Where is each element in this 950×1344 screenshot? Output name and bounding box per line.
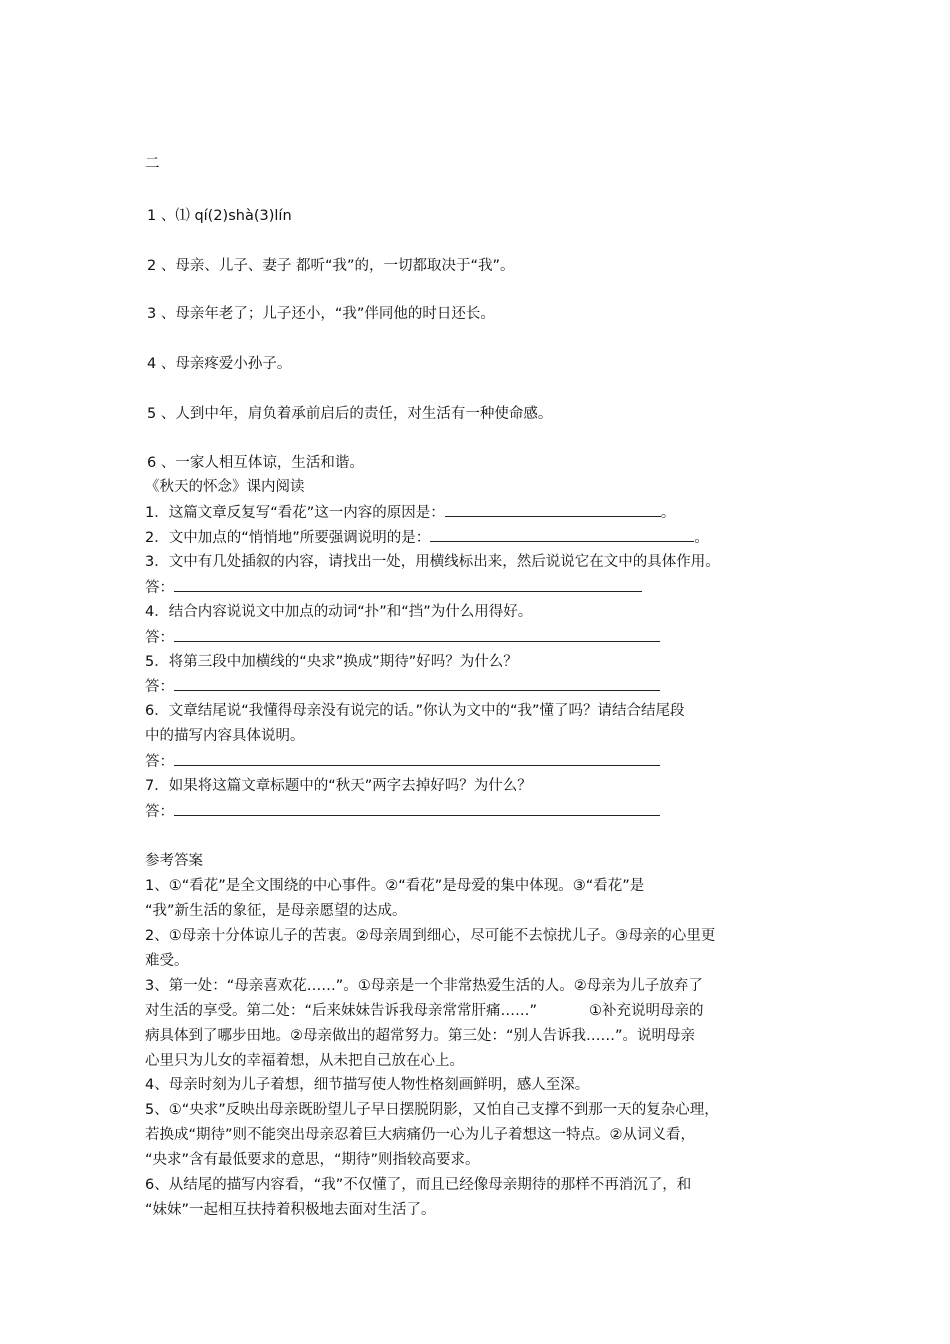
answer-text: 2、①母亲十分体谅儿子的苦衷。②母亲周到细心，尽可能不去惊扰儿子。③母亲的心里更: [145, 928, 716, 944]
answer-text: [145, 1001, 704, 1021]
punctuation: 。: [694, 530, 709, 546]
answer-text: “央求”含有最低要求的意思，“期待”则指较高要求。: [145, 1152, 480, 1168]
list-item: 6 、一家人相互体谅，生活和谐。: [147, 455, 364, 471]
answer-line: [145, 751, 660, 772]
section-heading: 二: [145, 156, 160, 172]
answer-text: 心里只为儿女的幸福着想，从未把自己放在心上。: [145, 1053, 464, 1069]
answer-text: 难受。: [145, 953, 189, 969]
answer-fragment: 对生活的享受。第二处：“后来妹妹告诉我母亲常常肝痛……”: [145, 1003, 538, 1019]
list-item: 3 、母亲年老了；儿子还小，“我”伴同他的时日还长。: [147, 306, 495, 322]
answer-label: 答：: [145, 804, 174, 820]
answer-text: 病具体到了哪步田地。②母亲做出的超常努力。第三处：“别人告诉我……”。说明母亲: [145, 1028, 696, 1044]
answer-blank[interactable]: [445, 502, 661, 517]
question-text: 1．这篇文章反复写“看花”这一内容的原因是：: [145, 505, 445, 521]
answer-line: [145, 801, 660, 822]
answer-fragment: ①补充说明母亲的: [589, 1003, 704, 1019]
answer-text: 3、第一处：“母亲喜欢花……”。①母亲是一个非常热爱生活的人。②母亲为儿子放弃了: [145, 978, 703, 994]
answer-blank[interactable]: [430, 527, 694, 542]
list-item: 1 、⑴ qí(2)shà(3)lín: [147, 208, 292, 224]
answer-label: 答：: [145, 630, 174, 646]
question-3: 3．文中有几处插叙的内容，请找出一处，用横线标出来，然后说说它在文中的具体作用。: [145, 554, 720, 570]
answer-label: 答：: [145, 580, 174, 596]
answer-text: 5、①“央求”反映出母亲既盼望儿子早日摆脱阴影，又怕自己支撑不到那一天的复杂心理，: [145, 1102, 719, 1118]
answer-label: 答：: [145, 679, 174, 695]
question-4: 4．结合内容说说文中加点的动词“扑”和“挡”为什么用得好。: [145, 604, 533, 620]
answer-blank[interactable]: [174, 577, 642, 592]
answer-line: [145, 577, 642, 598]
question-7: 7．如果将这篇文章标题中的“秋天”两字去掉好吗？为什么？: [145, 778, 532, 794]
answer-text: 1、①“看花”是全文围绕的中心事件。②“看花”是母爱的集中体现。③“看花”是: [145, 878, 645, 894]
answer-blank[interactable]: [174, 627, 660, 642]
answer-text: 4、母亲时刻为儿子着想，细节描写使人物性格刻画鲜明，感人至深。: [145, 1077, 590, 1093]
answer-text: 若换成“期待”则不能突出母亲忍着巨大病痛仍一心为儿子着想这一特点。②从词义看，: [145, 1127, 696, 1143]
question-6: 6．文章结尾说“我懂得母亲没有说完的话。”你认为文中的“我”懂了吗？请结合结尾段: [145, 703, 685, 719]
answers-title: 参考答案: [145, 853, 203, 869]
answer-blank[interactable]: [174, 751, 660, 766]
answer-text: 6、从结尾的描写内容看，“我”不仅懂了，而且已经像母亲期待的那样不再消沉了，和: [145, 1177, 692, 1193]
answer-text: “妹妹”一起相互扶持着积极地去面对生活了。: [145, 1202, 436, 1218]
question-2: [145, 527, 709, 548]
list-item: 2 、母亲、儿子、妻子 都听“我”的，一切都取决于“我”。: [147, 258, 515, 274]
list-item: 4 、母亲疼爱小孙子。: [147, 356, 292, 372]
punctuation: 。: [660, 505, 676, 521]
answer-blank[interactable]: [174, 676, 660, 691]
answer-blank[interactable]: [174, 801, 660, 816]
question-text: 2．文中加点的“悄悄地”所要强调说明的是：: [145, 530, 431, 546]
question-6-cont: 中的描写内容具体说明。: [145, 728, 305, 744]
answer-text: “我”新生活的象征，是母亲愿望的达成。: [145, 903, 407, 919]
question-1: [145, 502, 675, 523]
answer-line: [145, 676, 660, 697]
reading-title: 《秋天的怀念》课内阅读: [145, 479, 305, 495]
question-5: 5．将第三段中加横线的“央求”换成”期待”好吗？为什么？: [145, 654, 518, 670]
answer-line: [145, 627, 660, 648]
answer-label: 答：: [145, 754, 174, 770]
list-item: 5 、人到中年，肩负着承前启后的责任，对生活有一种使命感。: [147, 406, 553, 422]
